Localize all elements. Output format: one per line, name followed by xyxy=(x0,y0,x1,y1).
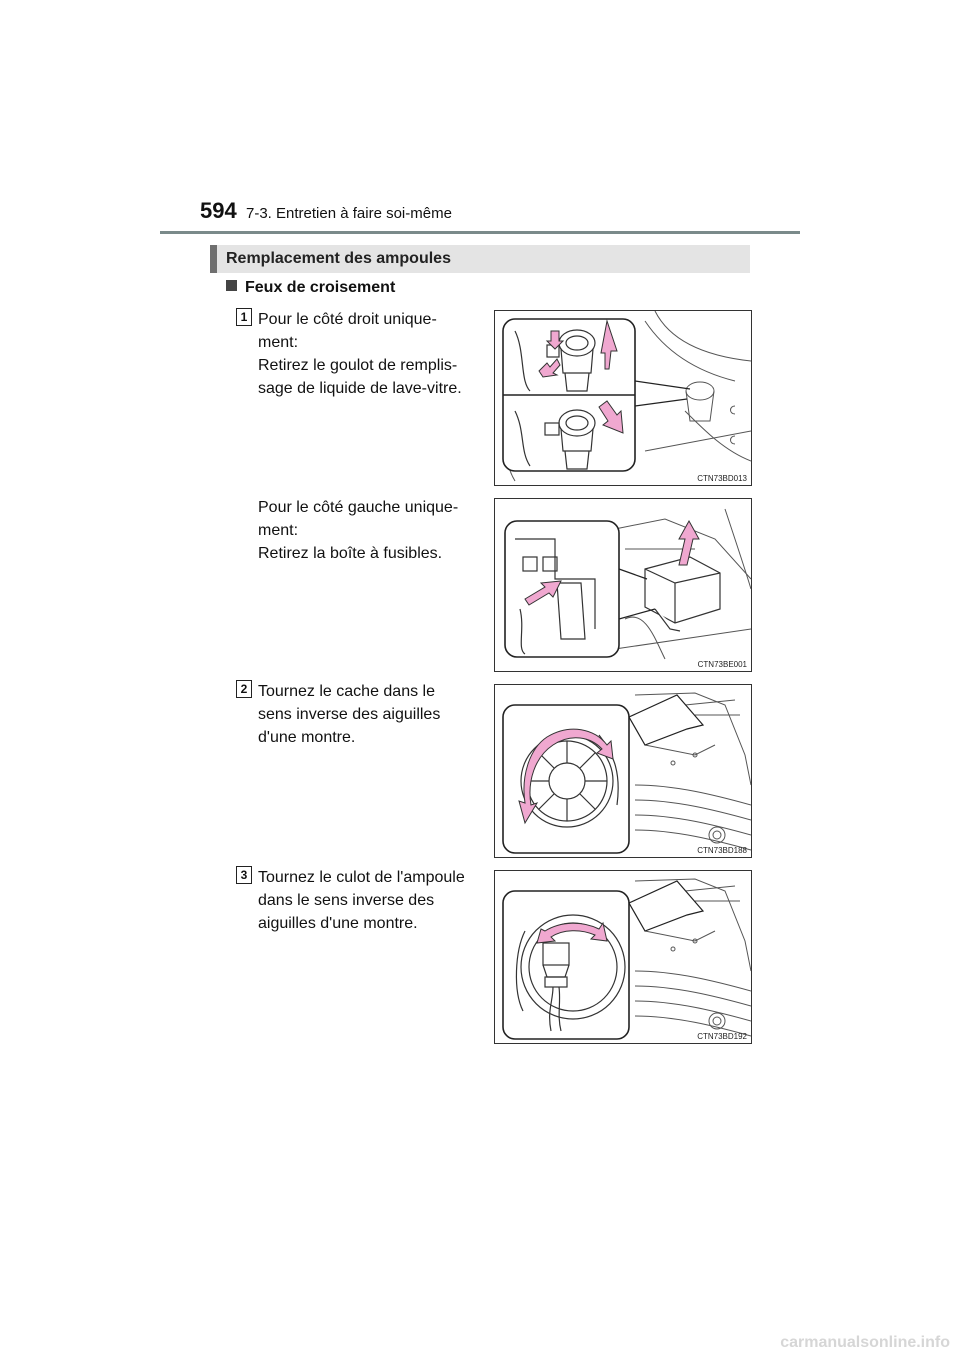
text-line: Tournez le cache dans le xyxy=(258,683,435,700)
figure-code: CTN73BD013 xyxy=(697,474,747,483)
step-number-2: 2 xyxy=(236,680,252,698)
text-line: Retirez le goulot de remplis- xyxy=(258,357,458,374)
figure-fuse-box xyxy=(494,498,752,672)
figure-washer-filler-neck xyxy=(494,310,752,486)
watermark: carmanualsonline.info xyxy=(780,1334,950,1351)
header-rule xyxy=(160,231,800,234)
running-header: 7-3. Entretien à faire soi-même xyxy=(246,205,452,222)
step-2-text xyxy=(258,680,476,749)
text-line: aiguilles d'une montre. xyxy=(258,915,418,932)
section-title: Remplacement des ampoules xyxy=(226,250,451,267)
washer-filler-illustration xyxy=(495,311,751,485)
figure-code: CTN73BD188 xyxy=(697,846,747,855)
step-number-1: 1 xyxy=(236,308,252,326)
step-number-3: 3 xyxy=(236,866,252,884)
bulb-socket-illustration xyxy=(495,871,751,1043)
subheading xyxy=(226,279,395,297)
page-number: 594 xyxy=(200,198,237,223)
fuse-box-illustration xyxy=(495,499,751,671)
square-bullet-icon xyxy=(226,280,237,291)
section-heading-bar xyxy=(210,245,750,273)
text-line: Pour le côté droit unique- xyxy=(258,311,437,328)
text-line: d'une montre. xyxy=(258,729,356,746)
figure-code: CTN73BE001 xyxy=(697,660,747,669)
text-line: Retirez la boîte à fusibles. xyxy=(258,545,443,562)
figure-headlight-cover xyxy=(494,684,752,858)
section-tab-marker xyxy=(210,245,217,273)
text-line: sage de liquide de lave-vitre. xyxy=(258,380,462,397)
step-3-text xyxy=(258,866,476,935)
subheading-text: Feux de croisement xyxy=(245,279,396,296)
step-1-text xyxy=(258,308,476,400)
text-line: Tournez le culot de l'ampoule xyxy=(258,869,465,886)
text-line: Pour le côté gauche unique- xyxy=(258,499,459,516)
figure-code: CTN73BD192 xyxy=(697,1032,747,1041)
text-line: sens inverse des aiguilles xyxy=(258,706,441,723)
text-line: dans le sens inverse des xyxy=(258,892,435,909)
figure-bulb-socket xyxy=(494,870,752,1044)
step-1b-text xyxy=(258,496,476,565)
headlight-cover-illustration xyxy=(495,685,751,857)
text-line: ment: xyxy=(258,334,299,351)
text-line: ment: xyxy=(258,522,299,539)
